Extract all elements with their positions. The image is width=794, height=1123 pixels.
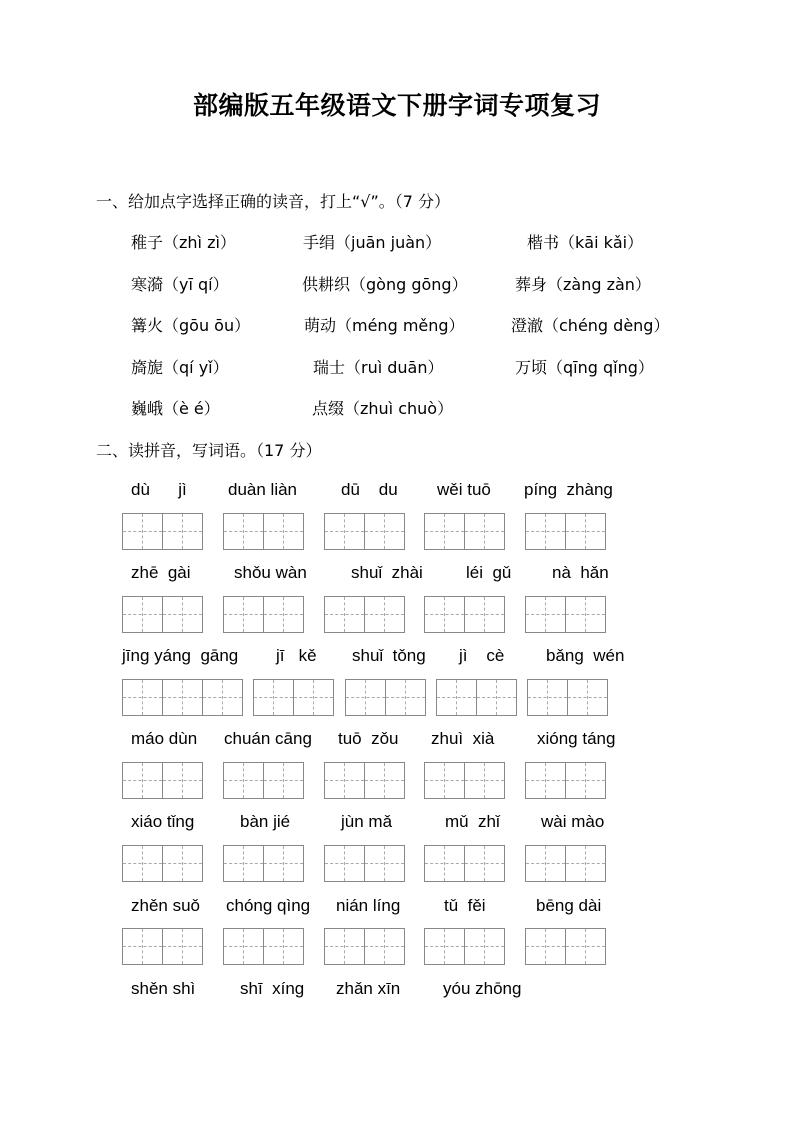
q1-item: 萌动（méng měng） <box>304 316 465 335</box>
pinyin-label: dù jì <box>131 480 187 499</box>
pinyin-label: xiáo tǐng <box>131 812 195 831</box>
writing-box-group[interactable] <box>122 596 203 633</box>
pinyin-label: chóng qìng <box>226 896 311 915</box>
writing-box-group[interactable] <box>122 762 203 799</box>
q1-item: 旖旎（qí yǐ） <box>131 358 229 377</box>
pinyin-label: duàn liàn <box>228 480 298 499</box>
pinyin-label: píng zhàng <box>524 480 613 499</box>
writing-box-group[interactable] <box>253 679 334 716</box>
pinyin-label: shuǐ tǒng <box>352 646 426 665</box>
pinyin-label: jī kě <box>276 646 317 665</box>
writing-box-group[interactable] <box>525 596 606 633</box>
writing-box-group[interactable] <box>223 928 304 965</box>
writing-box-group[interactable] <box>324 845 405 882</box>
pinyin-label: shǒu wàn <box>234 563 307 582</box>
q1-item: 供耕织（gòng gōng） <box>302 275 468 294</box>
q1-row <box>0 230 794 252</box>
q1-row <box>0 355 794 377</box>
pinyin-label: shuǐ zhài <box>351 563 423 582</box>
writing-box-group[interactable] <box>324 928 405 965</box>
writing-box-group[interactable] <box>324 762 405 799</box>
q1-item: 葬身（zàng zàn） <box>515 275 651 294</box>
pinyin-label: nà hǎn <box>552 563 609 582</box>
pinyin-label: wài mào <box>541 812 605 831</box>
writing-box-group[interactable] <box>424 513 505 550</box>
q1-item: 巍峨（è é） <box>131 399 220 418</box>
pinyin-label: léi gǔ <box>466 563 512 582</box>
writing-box-group[interactable] <box>525 928 606 965</box>
writing-box-group[interactable] <box>324 513 405 550</box>
pinyin-label: bàn jié <box>240 812 291 831</box>
writing-box-group[interactable] <box>223 513 304 550</box>
pinyin-label: bǎng wén <box>546 646 625 665</box>
pinyin-label: shěn shì <box>131 979 196 998</box>
writing-box-group[interactable] <box>525 762 606 799</box>
pinyin-label: zhuì xià <box>431 729 495 748</box>
q1-item: 瑞士（ruì duān） <box>313 358 444 377</box>
writing-box-group[interactable] <box>122 845 203 882</box>
pinyin-label: tǔ fěi <box>444 896 486 915</box>
pinyin-label: zhē gài <box>131 563 191 582</box>
pinyin-label: wěi tuō <box>437 480 491 499</box>
q1-item: 澄澈（chéng dèng） <box>511 316 670 335</box>
writing-box-group[interactable] <box>424 928 505 965</box>
q1-item: 万顷（qīng qǐng） <box>515 358 654 377</box>
writing-box-group[interactable] <box>122 928 203 965</box>
writing-box-group[interactable] <box>527 679 608 716</box>
q1-item: 楷书（kāi kǎi） <box>527 233 644 252</box>
pinyin-label: jì cè <box>459 646 505 665</box>
q1-item: 手绢（juān juàn） <box>303 233 442 252</box>
section-2-heading: 二、读拼音，写词语。（17 分） <box>96 441 322 460</box>
pinyin-label: dū du <box>341 480 398 499</box>
pinyin-label: xióng táng <box>537 729 616 748</box>
q1-item: 点缀（zhuì chuò） <box>312 399 454 418</box>
pinyin-label: zhǎn xīn <box>336 979 401 998</box>
section-1-heading: 一、给加点字选择正确的读音，打上“√”。（7 分） <box>96 192 451 211</box>
writing-box-group[interactable] <box>122 513 203 550</box>
q1-item: 稚子（zhì zì） <box>131 233 236 252</box>
q1-item: 寒漪（yī qí） <box>131 275 229 294</box>
q1-row <box>0 272 794 294</box>
q1-row <box>0 396 794 418</box>
writing-box-group[interactable] <box>122 679 243 716</box>
writing-box-group[interactable] <box>345 679 426 716</box>
pinyin-label: yóu zhōng <box>443 979 522 998</box>
pinyin-label: tuō zǒu <box>338 729 399 748</box>
writing-box-group[interactable] <box>424 845 505 882</box>
writing-box-group[interactable] <box>525 845 606 882</box>
pinyin-label: nián líng <box>336 896 401 915</box>
pinyin-label: shī xíng <box>240 979 305 998</box>
pinyin-label: jùn mǎ <box>341 812 393 831</box>
pinyin-label: bēng dài <box>536 896 602 915</box>
q1-item: 篝火（gōu ōu） <box>131 316 251 335</box>
pinyin-label: chuán cāng <box>224 729 312 748</box>
pinyin-label: máo dùn <box>131 729 198 748</box>
writing-box-group[interactable] <box>223 596 304 633</box>
writing-box-group[interactable] <box>525 513 606 550</box>
pinyin-label: jīng yáng gāng <box>122 646 239 665</box>
page-title: 部编版五年级语文下册字词专项复习 <box>192 91 601 120</box>
writing-box-group[interactable] <box>424 596 505 633</box>
writing-box-group[interactable] <box>324 596 405 633</box>
writing-box-group[interactable] <box>223 845 304 882</box>
writing-box-group[interactable] <box>424 762 505 799</box>
writing-box-group[interactable] <box>436 679 517 716</box>
q1-row <box>0 313 794 335</box>
writing-box-group[interactable] <box>223 762 304 799</box>
pinyin-label: mǔ zhǐ <box>445 812 500 831</box>
pinyin-label: zhěn suǒ <box>131 896 200 915</box>
